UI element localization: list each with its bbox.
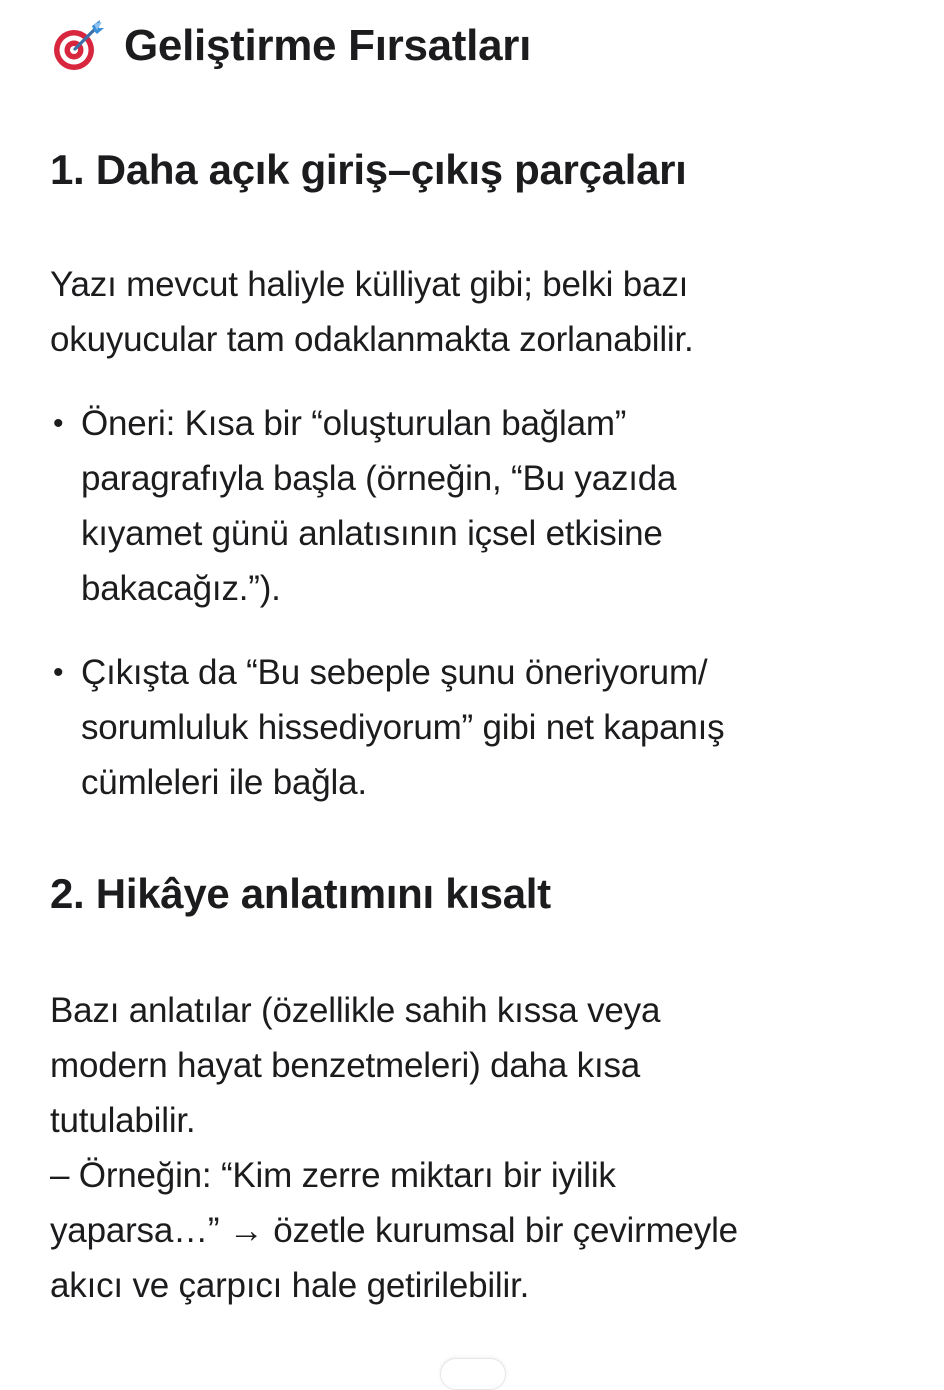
scroll-to-bottom-button[interactable] bbox=[440, 1358, 506, 1390]
paragraph-line: akıcı ve çarpıcı hale getirilebilir. bbox=[50, 1266, 530, 1305]
section-title bbox=[50, 18, 531, 74]
paragraph-line: – Örneğin: “Kim zerre miktarı bir iyilik bbox=[50, 1156, 616, 1195]
paragraph-line: modern hayat benzetmeleri) daha kısa bbox=[50, 1046, 641, 1085]
bullet-line: Öneri: Kısa bir “oluşturulan bağlam” bbox=[81, 404, 627, 443]
bullet-dot: • bbox=[53, 407, 64, 440]
bullet-line: paragrafıyla başla (örneğin, “Bu yazıda bbox=[81, 459, 677, 498]
section-2-paragraph bbox=[50, 983, 910, 1313]
section-2-heading: 2. Hikâye anlatımını kısalt bbox=[50, 870, 551, 917]
bullet-line: sorumluluk hissediyorum” gibi net kapanış bbox=[81, 708, 725, 747]
bullet-dot: • bbox=[53, 656, 64, 689]
paragraph-line: Bazı anlatılar (özellikle sahih kıssa veya bbox=[50, 991, 661, 1030]
bullet-line: bakacağız.”). bbox=[81, 569, 281, 608]
bullet-line: kıyamet günü anlatısının içsel etkisine bbox=[81, 514, 663, 553]
paragraph-line: yaparsa…” → özetle kurumsal bir çevirmeyle bbox=[50, 1211, 738, 1250]
paragraph-line: okuyucular tam odaklanmakta zorlanabilir. bbox=[50, 320, 694, 359]
direct-hit-target-icon bbox=[50, 18, 106, 74]
paragraph-line: tutulabilir. bbox=[50, 1101, 196, 1140]
bullet-line: Çıkışta da “Bu sebeple şunu öneriyorum/ bbox=[81, 653, 708, 692]
bullet-text bbox=[81, 645, 911, 810]
paragraph-line: Yazı mevcut haliyle külliyat gibi; belki bazı bbox=[50, 265, 689, 304]
bullet-text bbox=[81, 396, 911, 616]
section-1-paragraph bbox=[50, 257, 910, 367]
page-title: Geliştirme Fırsatları bbox=[124, 21, 531, 70]
bullet-line: cümleleri ile bağla. bbox=[81, 763, 367, 802]
section-1-heading: 1. Daha açık giriş–çıkış parçaları bbox=[50, 146, 687, 193]
